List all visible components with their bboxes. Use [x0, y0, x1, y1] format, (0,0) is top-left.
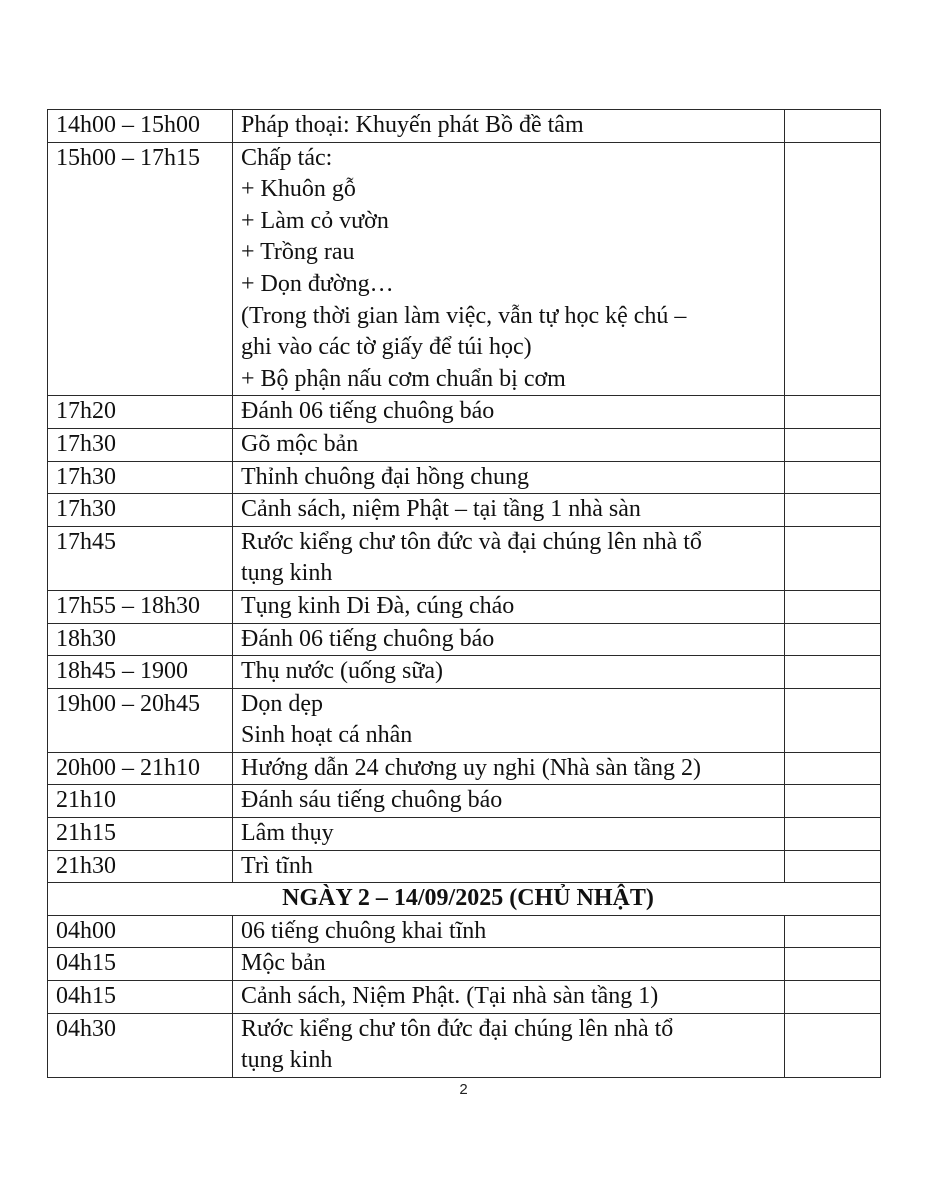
time-cell: 21h15 [48, 818, 233, 851]
activity-line: tụng kinh [241, 560, 333, 587]
note-cell [785, 850, 881, 883]
table-row [48, 752, 881, 785]
time-cell: 19h00 – 20h45 [48, 688, 233, 752]
table-row [48, 915, 881, 948]
activity-line: + Khuôn gỗ [241, 176, 356, 203]
activity-line: + Bộ phận nấu cơm chuẩn bị cơm [241, 365, 566, 392]
time-cell: 17h30 [48, 461, 233, 494]
table-row [48, 428, 881, 461]
time-cell: 15h00 – 17h15 [48, 142, 233, 396]
day-header: NGÀY 2 – 14/09/2025 (CHỦ NHẬT) [48, 883, 881, 916]
table-row [48, 526, 881, 590]
activity-line: Gõ mộc bản [241, 430, 359, 457]
note-cell [785, 142, 881, 396]
time-cell: 17h55 – 18h30 [48, 590, 233, 623]
activity-line: Lâm thụy [241, 820, 334, 847]
note-cell [785, 590, 881, 623]
note-cell [785, 948, 881, 981]
note-cell [785, 110, 881, 143]
schedule-table-body [48, 110, 881, 1078]
activity-line: Đánh 06 tiếng chuông báo [241, 625, 495, 652]
activity-line: Dọn dẹp [241, 690, 323, 717]
activity-line: Mộc bản [241, 950, 326, 977]
activity-cell [233, 818, 785, 851]
table-row [48, 818, 881, 851]
activity-line: tụng kinh [241, 1047, 333, 1074]
time-cell: 17h20 [48, 396, 233, 429]
activity-line: Rước kiểng chư tôn đức đại chúng lên nhà tổ [241, 1015, 674, 1042]
table-row [48, 623, 881, 656]
note-cell [785, 623, 881, 656]
time-cell: 21h30 [48, 850, 233, 883]
activity-cell [233, 494, 785, 527]
table-row [48, 948, 881, 981]
activity-cell [233, 396, 785, 429]
note-cell [785, 752, 881, 785]
table-row [48, 396, 881, 429]
activity-line: 06 tiếng chuông khai tĩnh [241, 917, 487, 944]
schedule-table [47, 109, 881, 1078]
activity-line: Cảnh sách, Niệm Phật. (Tại nhà sàn tầng 1) [241, 983, 659, 1010]
day-header-row [48, 883, 881, 916]
activity-cell [233, 688, 785, 752]
table-row [48, 688, 881, 752]
page-number: 2 [459, 1081, 468, 1098]
activity-cell [233, 948, 785, 981]
note-cell [785, 526, 881, 590]
activity-cell [233, 656, 785, 689]
note-cell [785, 428, 881, 461]
note-cell [785, 915, 881, 948]
activity-line: + Làm cỏ vườn [241, 207, 389, 234]
note-cell [785, 1013, 881, 1077]
activity-line: + Trồng rau [241, 239, 355, 266]
time-cell: 04h15 [48, 981, 233, 1014]
note-cell [785, 688, 881, 752]
time-cell: 21h10 [48, 785, 233, 818]
note-cell [785, 981, 881, 1014]
activity-line: Trì tĩnh [241, 852, 313, 879]
activity-line: Thỉnh chuông đại hồng chung [241, 463, 529, 490]
table-row [48, 461, 881, 494]
table-row [48, 785, 881, 818]
table-row [48, 981, 881, 1014]
activity-cell [233, 981, 785, 1014]
activity-line: ghi vào các tờ giấy để túi học) [241, 334, 532, 361]
table-row [48, 494, 881, 527]
note-cell [785, 494, 881, 527]
activity-line: + Dọn đường… [241, 270, 394, 297]
activity-cell [233, 428, 785, 461]
time-cell: 04h30 [48, 1013, 233, 1077]
activity-line: Pháp thoại: Khuyến phát Bồ đề tâm [241, 112, 584, 138]
activity-line: Rước kiểng chư tôn đức và đại chúng lên nhà tổ [241, 528, 702, 555]
time-cell: 18h30 [48, 623, 233, 656]
activity-line: Sinh hoạt cá nhân [241, 722, 413, 749]
activity-cell [233, 752, 785, 785]
activity-line: Cảnh sách, niệm Phật – tại tầng 1 nhà sàn [241, 496, 641, 523]
activity-cell [233, 461, 785, 494]
time-cell: 17h30 [48, 494, 233, 527]
time-cell: 04h00 [48, 915, 233, 948]
activity-line: Hướng dẫn 24 chương uy nghi (Nhà sàn tầng 2) [241, 754, 701, 781]
activity-cell [233, 110, 785, 143]
activity-line: Đánh 06 tiếng chuông báo [241, 398, 495, 425]
activity-line: Chấp tác: [241, 144, 333, 171]
time-cell: 04h15 [48, 948, 233, 981]
activity-cell [233, 1013, 785, 1077]
note-cell [785, 461, 881, 494]
table-row [48, 110, 881, 143]
time-cell: 18h45 – 1900 [48, 656, 233, 689]
table-row [48, 656, 881, 689]
activity-line: (Trong thời gian làm việc, vẫn tự học kệ chú – [241, 302, 687, 329]
table-row [48, 850, 881, 883]
activity-cell [233, 590, 785, 623]
table-row [48, 1013, 881, 1077]
table-row [48, 590, 881, 623]
activity-cell [233, 526, 785, 590]
activity-cell [233, 623, 785, 656]
note-cell [785, 785, 881, 818]
time-cell: 14h00 – 15h00 [48, 110, 233, 143]
time-cell: 20h00 – 21h10 [48, 752, 233, 785]
activity-cell [233, 785, 785, 818]
time-cell: 17h30 [48, 428, 233, 461]
note-cell [785, 818, 881, 851]
note-cell [785, 656, 881, 689]
note-cell [785, 396, 881, 429]
activity-cell [233, 850, 785, 883]
activity-cell [233, 142, 785, 396]
activity-cell [233, 915, 785, 948]
time-cell: 17h45 [48, 526, 233, 590]
activity-line: Đánh sáu tiếng chuông báo [241, 787, 503, 814]
activity-line: Tụng kinh Di Đà, cúng cháo [241, 592, 515, 619]
activity-line: Thụ nước (uống sữa) [241, 658, 443, 685]
table-row [48, 142, 881, 396]
